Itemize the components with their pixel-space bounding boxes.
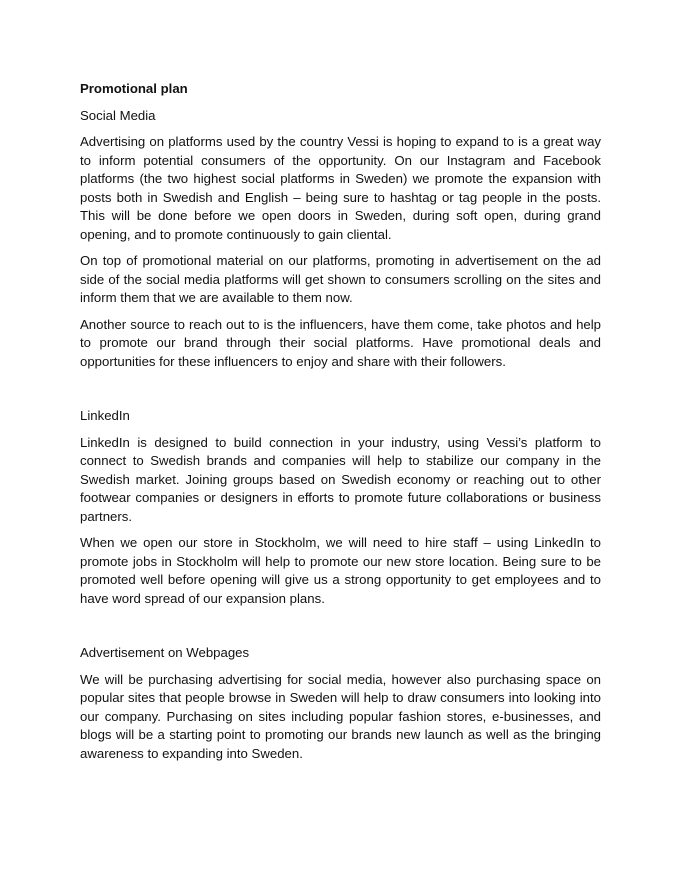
paragraph: We will be purchasing advertising for social media, however also purchasing space on popular sites that people browse in Sweden will help to draw consumers into looking into our company. Purchasing on sites including popular fashion stores, e-businesses, and blogs will be a starting point to promoting our brands new launch as well as the bringing awareness to expanding into Sweden. bbox=[80, 671, 601, 761]
paragraph: LinkedIn is designed to build connection in your industry, using Vessi’s platform to connect to Swedish brands and companies will help to stabilize our company in the Swedish market. Joining groups based on Swedish economy or reaching out to other footwear companies or designers in efforts to promote future collaborations or business partners. bbox=[80, 434, 601, 524]
section-spacer bbox=[80, 616, 601, 644]
paragraph: Another source to reach out to is the influencers, have them come, take photos and help to promote our brand through their social platforms. Have promotional deals and opportunities for these influencers to enjoy and share with their followers. bbox=[80, 316, 601, 369]
section-heading-linkedin: LinkedIn bbox=[80, 408, 130, 423]
section-advertisement-on-webpages bbox=[80, 644, 601, 763]
section-linkedin bbox=[80, 407, 601, 608]
document-page bbox=[80, 80, 601, 771]
section-social-media bbox=[80, 107, 601, 372]
section-heading-advertisement-on-webpages: Advertisement on Webpages bbox=[80, 645, 250, 660]
paragraph: On top of promotional material on our platforms, promoting in advertisement on the ad side of the social media platforms will get shown to consumers scrolling on the sites and inform them that we are available to them now. bbox=[80, 253, 601, 305]
paragraph: When we open our store in Stockholm, we will need to hire staff – using LinkedIn to promote jobs in Stockholm will help to promote our new store location. Being sure to be promoted well before opening will give us a strong opportunity to get employees and to have word spread of our expansion plans. bbox=[80, 535, 601, 606]
document-title: Promotional plan bbox=[80, 81, 188, 96]
section-spacer bbox=[80, 379, 601, 407]
section-heading-social-media: Social Media bbox=[80, 107, 156, 123]
paragraph: Advertising on platforms used by the country Vessi is hoping to expand to is a great way to inform potential consumers of the opportunity. On our Instagram and Facebook platforms (the two highest social platforms in Sweden) we promote the expansion with posts both in Swedish and English – being sure to hashtag or tag people in the posts. This will be done before we open doors in Sweden, during soft open, during grand opening, and to promote continuously to gain cliental. bbox=[80, 134, 601, 242]
